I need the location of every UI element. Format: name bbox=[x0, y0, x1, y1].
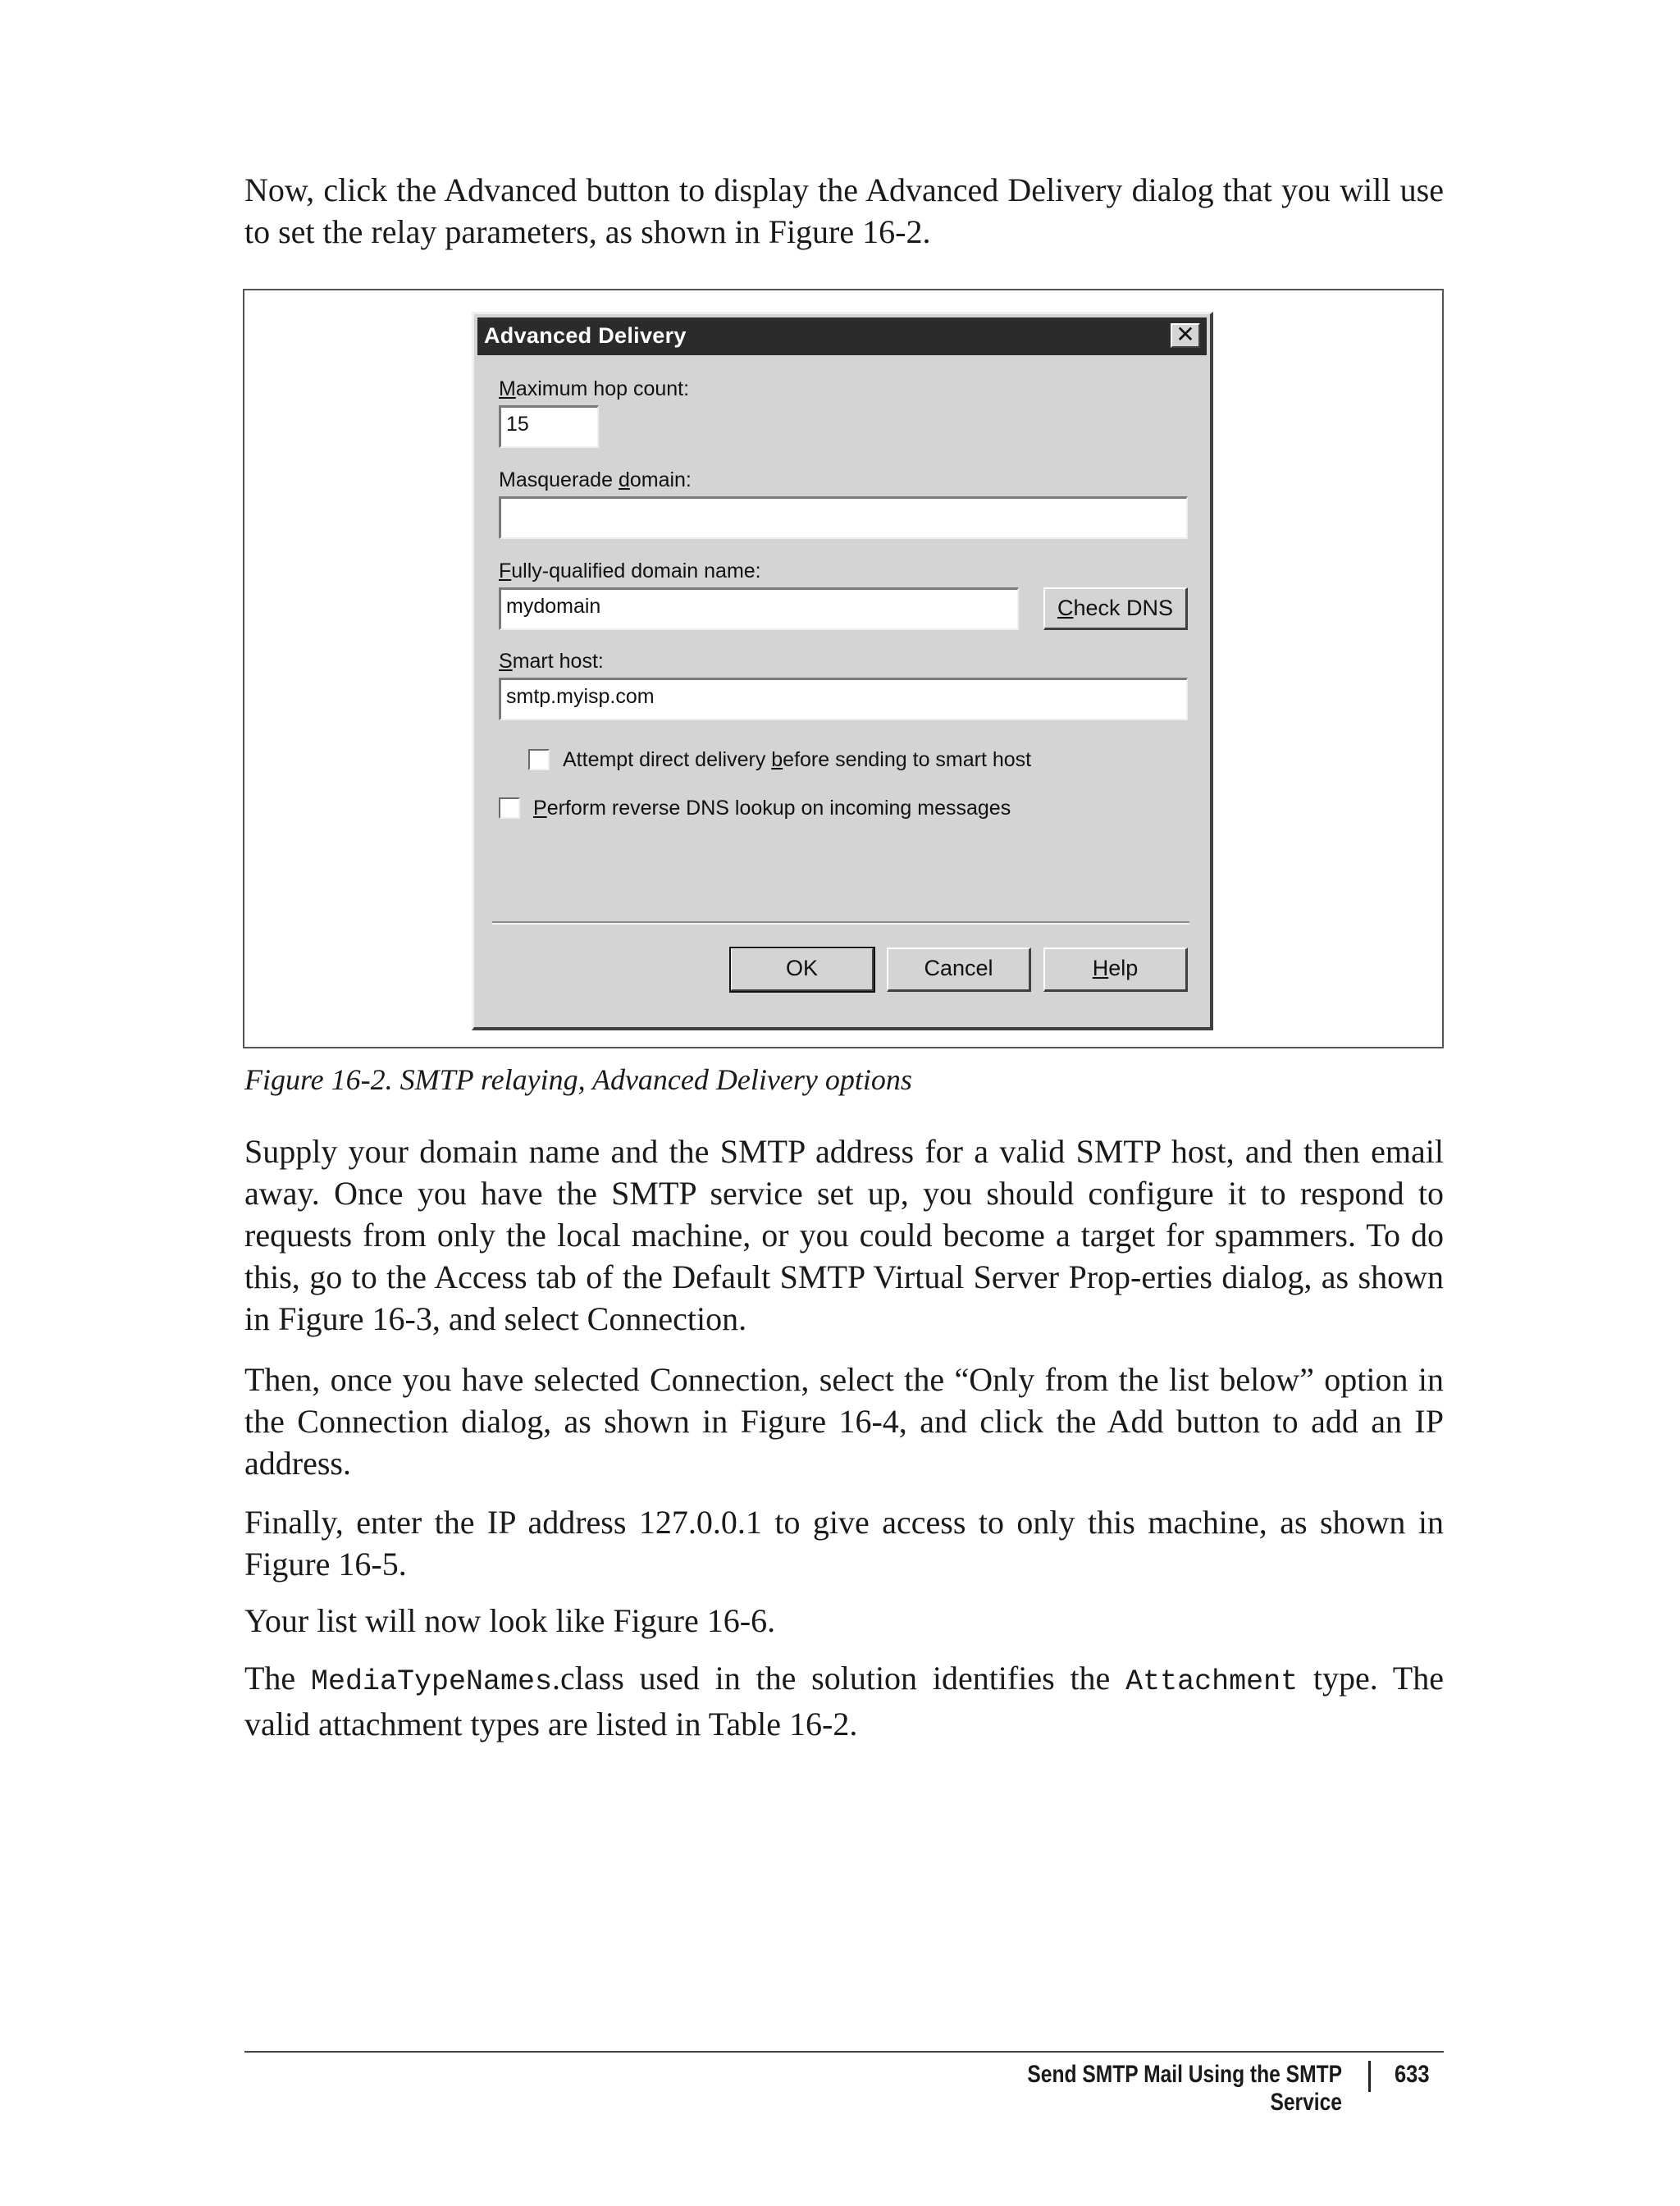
paragraph-1: Supply your domain name and the SMTP address for a valid SMTP host, and then email away. Once you have the SMTP service set up, you should configure it to respond to requests from only the local machine, or you could become a target for spammers. To do this, go to the Access tab of the Default SMTP Virtual Server Prop-erties dialog, as shown in Figure 16-3, and select Connection. bbox=[244, 1133, 1444, 1337]
fqdn-input[interactable]: mydomain bbox=[499, 587, 1019, 630]
masquerade-domain-label: Masquerade domain: bbox=[499, 468, 692, 491]
page-number: 633 bbox=[1395, 2061, 1430, 2088]
fqdn-label: Fully-qualified domain name: bbox=[499, 559, 761, 582]
dialog-separator bbox=[492, 921, 1189, 925]
cancel-button[interactable]: Cancel bbox=[887, 948, 1031, 992]
footer-section-title: Send SMTP Mail Using the SMTP Service bbox=[1027, 2061, 1342, 2116]
attempt-direct-label: Attempt direct delivery before sending to smart host bbox=[563, 748, 1032, 771]
smart-host-input[interactable]: smtp.myisp.com bbox=[499, 678, 1188, 720]
dialog-titlebar bbox=[477, 317, 1207, 355]
figure-caption: Figure 16-2. SMTP relaying, Advanced Delivery options bbox=[244, 1063, 912, 1096]
smart-host-label: Smart host: bbox=[499, 650, 604, 673]
masquerade-domain-input[interactable] bbox=[499, 496, 1188, 539]
intro-paragraph: Now, click the Advanced button to display the Advanced Delivery dialog that you will use to set the relay parameters, as shown in Figure 16-2. bbox=[244, 171, 1444, 250]
dialog-title: Advanced Delivery bbox=[484, 323, 687, 348]
max-hop-label: Maximum hop count: bbox=[499, 377, 690, 400]
code-attachment: Attachment bbox=[1125, 1665, 1299, 1698]
paragraph-2: Then, once you have selected Connection, select the “Only from the list below” option in the Connection dialog, as shown in Figure 16-4, and click the Add button to add an IP address. bbox=[244, 1361, 1444, 1482]
paragraph-3: Finally, enter the IP address 127.0.0.1 to give access to only this machine, as shown in Figure 16-5. bbox=[244, 1504, 1444, 1583]
footer-separator bbox=[1368, 2061, 1371, 2092]
code-mediatypenames: MediaTypeNames bbox=[310, 1665, 553, 1698]
advanced-delivery-dialog bbox=[472, 312, 1213, 1030]
attempt-direct-checkbox[interactable] bbox=[528, 749, 550, 770]
paragraph-5: The MediaTypeNames.class used in the solution identifies the Attachment type. The valid attachment types are listed in Table 16-2. bbox=[244, 1660, 1444, 1742]
paragraph-4: Your list will now look like Figure 16-6. bbox=[244, 1602, 776, 1639]
ok-button[interactable]: OK bbox=[730, 948, 874, 992]
check-dns-button[interactable]: Check DNS bbox=[1043, 587, 1188, 630]
reverse-dns-checkbox[interactable] bbox=[499, 797, 520, 819]
footer-rule bbox=[244, 2051, 1444, 2053]
help-button[interactable]: Help bbox=[1043, 948, 1188, 992]
reverse-dns-label: Perform reverse DNS lookup on incoming messages bbox=[533, 797, 1011, 820]
max-hop-input[interactable]: 15 bbox=[499, 405, 599, 448]
close-icon[interactable]: ✕ bbox=[1171, 323, 1200, 348]
